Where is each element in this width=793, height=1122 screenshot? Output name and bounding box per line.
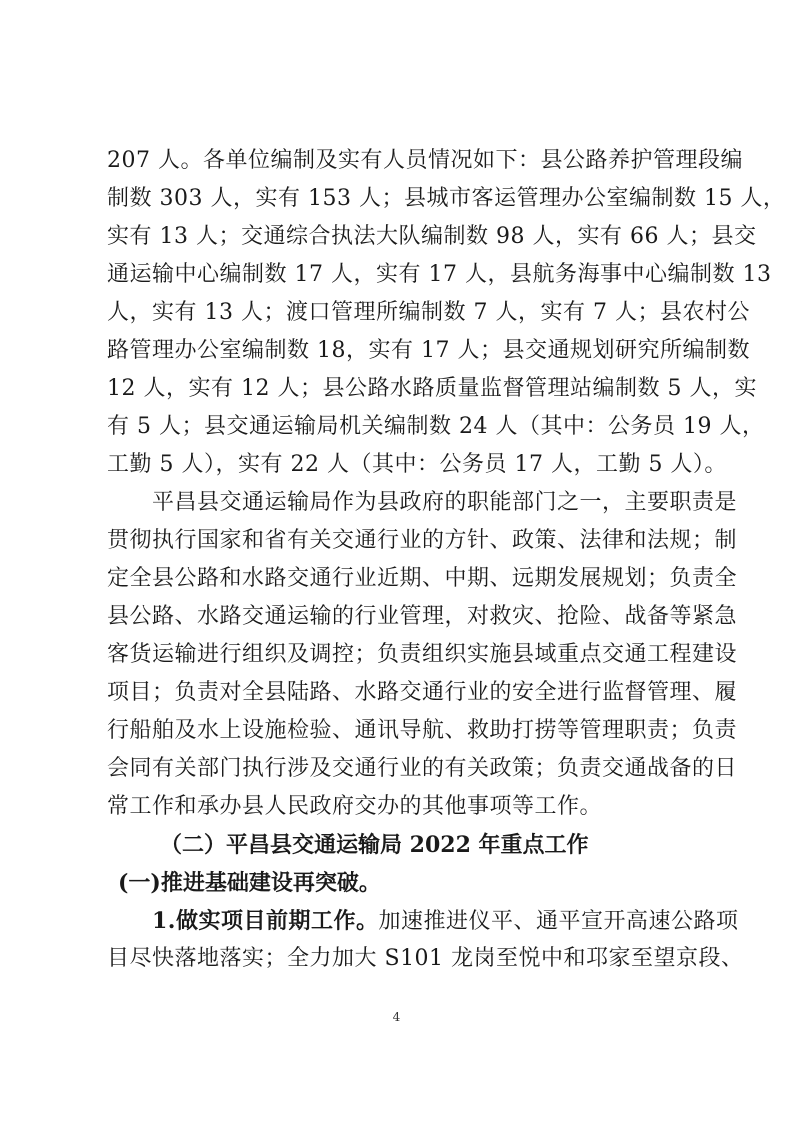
text-line: 12 人，实有 12 人；县公路水路质量监督管理站编制数 5 人，实	[107, 376, 757, 401]
text-line: 常工作和承办县人民政府交办的其他事项等工作。	[107, 794, 603, 819]
text-line: 制数 303 人，实有 153 人；县城市客运管理办公室编制数 15 人，	[107, 186, 786, 211]
text-line: 通运输中心编制数 17 人，实有 17 人，县航务海事中心编制数 13	[107, 262, 772, 287]
text-line: 工勤 5 人），实有 22 人（其中：公务员 17 人，工勤 5 人）。	[107, 452, 727, 477]
page-number: 4	[392, 1010, 401, 1024]
paragraph-lead: 1.做实项目前期工作。	[152, 908, 379, 934]
text-line: 实有 13 人；交通综合执法大队编制数 98 人，实有 66 人；县交	[107, 224, 757, 249]
text-line: 人，实有 13 人；渡口管理所编制数 7 人，实有 7 人；县农村公	[107, 300, 750, 325]
text-line: 项目；负责对全县陆路、水路交通行业的安全进行监督管理、履	[107, 680, 738, 705]
text-line: 行船舶及水上设施检验、通讯导航、救助打捞等管理职责；负责	[107, 718, 738, 743]
text-line: 贯彻执行国家和省有关交通行业的方针、政策、法律和法规；制	[107, 528, 738, 553]
section-heading: （二）平昌县交通运输局 2022 年重点工作	[160, 832, 589, 858]
sub-heading: (一)推进基础建设再突破。	[118, 870, 381, 896]
text-line: 客货运输进行组织及调控；负责组织实施县域重点交通工程建设	[107, 642, 738, 667]
text-line: 平昌县交通运输局作为县政府的职能部门之一，主要职责是	[152, 490, 738, 515]
text-line: 会同有关部门执行涉及交通行业的有关政策；负责交通战备的日	[107, 756, 738, 781]
text-line: 207 人。各单位编制及实有人员情况如下：县公路养护管理段编	[107, 148, 743, 173]
text-line: 目尽快落地落实；全力加大 S101 龙岗至悦中和邛家至望京段、	[107, 946, 744, 971]
paragraph-text: 加速推进仪平、通平宣开高速公路项	[378, 909, 739, 934]
text-line: 路管理办公室编制数 18，实有 17 人；县交通规划研究所编制数	[107, 338, 750, 363]
text-line: 县公路、水路交通运输的行业管理，对救灾、抢险、战备等紧急	[107, 604, 738, 629]
text-line	[152, 906, 739, 937]
text-line: 定全县公路和水路交通行业近期、中期、远期发展规划；负责全	[107, 566, 738, 591]
text-line: 有 5 人；县交通运输局机关编制数 24 人（其中：公务员 19 人，	[107, 414, 765, 439]
